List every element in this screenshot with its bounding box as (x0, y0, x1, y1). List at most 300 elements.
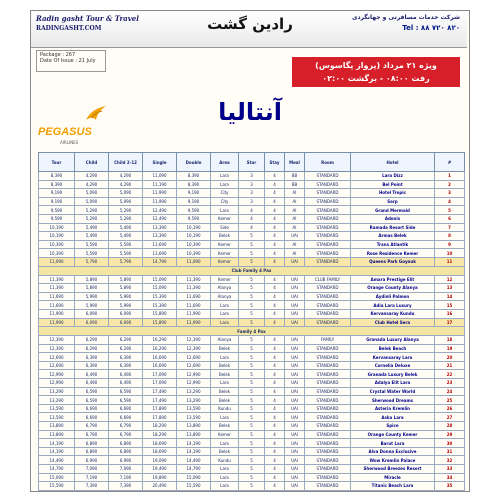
table-cell: 7,090 (109, 465, 143, 474)
table-cell: 14,190 (177, 447, 211, 456)
row-number-cell: 12 (435, 275, 465, 284)
table-cell: 5 (239, 447, 265, 456)
table-cell: 6,390 (75, 353, 109, 362)
table-cell: 6,290 (109, 336, 143, 345)
table-cell: 11,090 (39, 257, 75, 266)
table-cell: 16,290 (143, 336, 177, 345)
price-table (38, 152, 465, 491)
table-cell: STANDARD (305, 344, 351, 353)
company-brand-en (36, 14, 156, 44)
table-cell: 4 (265, 353, 285, 362)
table-row (39, 172, 465, 181)
table-cell: UAI (285, 292, 305, 301)
table-cell: UAI (285, 439, 305, 448)
table-row (39, 206, 465, 215)
table-cell: STANDARD (305, 456, 351, 465)
table-cell: 5 (239, 344, 265, 353)
table-cell: 6,890 (75, 447, 109, 456)
package-info (36, 50, 106, 72)
table-cell: UAI (285, 336, 305, 345)
table-cell: 4 (265, 172, 285, 181)
table-cell: STANDARD (305, 249, 351, 258)
table-cell: UAI (285, 396, 305, 405)
table-body (39, 172, 465, 491)
table-cell: 6,590 (109, 396, 143, 405)
table-cell: STANDARD (305, 404, 351, 413)
table-cell: 5,590 (75, 249, 109, 258)
table-cell: 12,990 (39, 370, 75, 379)
table-row (39, 379, 465, 388)
table-row (39, 456, 465, 465)
hotel-name-cell: Club Hotel Sera (351, 318, 435, 327)
offer-date: ویژه ۲۱ مرداد (پرواز پگاسوس) (315, 61, 437, 70)
table-cell: 6,290 (75, 344, 109, 353)
table-cell: 13,690 (143, 240, 177, 249)
table-cell: STANDARD (305, 353, 351, 362)
table-cell: 12,990 (39, 379, 75, 388)
table-cell: 4 (265, 284, 285, 293)
table-cell: 5 (239, 292, 265, 301)
row-number-cell: 26 (435, 404, 465, 413)
table-cell: Kundu (211, 456, 239, 465)
table-cell: AI (285, 189, 305, 198)
table-row (39, 353, 465, 362)
row-number-cell: 15 (435, 301, 465, 310)
table-cell: 15,890 (143, 318, 177, 327)
table-cell: 6,290 (75, 336, 109, 345)
table-cell: 5 (239, 257, 265, 266)
table-cell: 12,390 (39, 344, 75, 353)
table-cell: FAMILY (305, 336, 351, 345)
table-row (39, 473, 465, 482)
table-cell: 6,690 (109, 413, 143, 422)
table-row (39, 249, 465, 258)
column-header: Double (177, 153, 211, 172)
row-number-cell: 19 (435, 344, 465, 353)
row-number-cell: 27 (435, 413, 465, 422)
table-cell: 4 (265, 180, 285, 189)
table-cell: 10,390 (39, 240, 75, 249)
table-cell: 5,090 (109, 197, 143, 206)
table-cell: 4 (265, 456, 285, 465)
table-cell: 4 (265, 240, 285, 249)
table-cell: 6,990 (109, 456, 143, 465)
table-cell: 14,190 (177, 439, 211, 448)
table-cell: 14,490 (39, 456, 75, 465)
table-row (39, 180, 465, 189)
row-number-cell: 32 (435, 456, 465, 465)
column-header: Star (239, 153, 265, 172)
hotel-name-cell: Sherwood Dreams (351, 396, 435, 405)
table-cell: 5,890 (75, 284, 109, 293)
table-cell: UAI (285, 284, 305, 293)
table-cell: 6,490 (75, 370, 109, 379)
table-cell: 4 (265, 344, 285, 353)
table-cell: Lara (211, 473, 239, 482)
table-cell: 9,590 (39, 206, 75, 215)
hotel-name-cell: Granada Luxury Belek (351, 370, 435, 379)
table-row (39, 422, 465, 431)
table-cell: 5 (239, 379, 265, 388)
table-cell: 4 (265, 361, 285, 370)
table-cell: 11,990 (177, 309, 211, 318)
column-header: Tour (39, 153, 75, 172)
table-cell: 5,490 (109, 232, 143, 241)
table-cell: 5,990 (75, 301, 109, 310)
table-cell: 6,590 (75, 387, 109, 396)
table-cell: 5 (239, 422, 265, 431)
pegasus-bird-icon (84, 102, 108, 126)
table-cell: Kemer (211, 257, 239, 266)
table-cell: 11,690 (39, 292, 75, 301)
table-cell: AI (285, 206, 305, 215)
flight-times: رفت ۰۸:۰۰ - برگشت ۰۲:۰۰ (322, 74, 430, 83)
table-cell: 5 (239, 318, 265, 327)
hotel-name-cell: Hotel Tropic (351, 189, 435, 198)
table-cell: 5 (239, 430, 265, 439)
table-cell: UAI (285, 361, 305, 370)
table-cell: UAI (285, 309, 305, 318)
table-cell: 9,190 (177, 189, 211, 198)
hotel-name-cell: Lara Dizz (351, 172, 435, 181)
table-cell: Lara (211, 318, 239, 327)
table-cell: 13,890 (39, 422, 75, 431)
table-row (39, 223, 465, 232)
table-cell: 5,290 (109, 214, 143, 223)
table-cell: STANDARD (305, 197, 351, 206)
table-cell: UAI (285, 447, 305, 456)
table-cell: 13,590 (177, 404, 211, 413)
phone-number: Tel : ۸۸ ۷۲۰ ۸۲۰ (402, 24, 460, 32)
table-cell: UAI (285, 379, 305, 388)
table-row (39, 404, 465, 413)
table-cell: UAI (285, 422, 305, 431)
table-cell: 3 (239, 189, 265, 198)
table-row (39, 275, 465, 284)
hotel-name-cell: Miracle (351, 473, 435, 482)
company-url[interactable]: RADINGASHT.COM (36, 25, 102, 32)
table-cell: STANDARD (305, 482, 351, 491)
hotel-name-cell: Amara Prestige Elit (351, 275, 435, 284)
table-cell: 4 (265, 430, 285, 439)
table-cell: 15,890 (143, 309, 177, 318)
company-name-fa: رادین گشت (207, 15, 293, 33)
table-cell: STANDARD (305, 309, 351, 318)
table-cell: 6,090 (75, 309, 109, 318)
table-cell: 6,590 (109, 387, 143, 396)
table-cell: 13,290 (39, 396, 75, 405)
table-cell: UAI (285, 413, 305, 422)
table-row (39, 240, 465, 249)
table-cell: Belek (211, 396, 239, 405)
table-cell: Side (211, 223, 239, 232)
table-cell: 6,090 (75, 318, 109, 327)
table-cell: 15,090 (39, 473, 75, 482)
table-cell: 9,190 (39, 189, 75, 198)
table-cell: Lara (211, 309, 239, 318)
hotel-name-cell: Barut Lara (351, 439, 435, 448)
table-cell: 19,490 (143, 465, 177, 474)
table-cell: UAI (285, 473, 305, 482)
table-cell: 10,390 (177, 240, 211, 249)
table-cell: 4 (265, 404, 285, 413)
table-cell: 5 (239, 249, 265, 258)
hotel-name-cell: Orange County Alanya (351, 284, 435, 293)
table-cell: 14,490 (177, 456, 211, 465)
table-row (39, 197, 465, 206)
table-cell: 5 (239, 413, 265, 422)
table-cell: 4 (265, 301, 285, 310)
table-cell: 13,290 (39, 387, 75, 396)
table-cell: 5 (239, 456, 265, 465)
row-number-cell: 11 (435, 257, 465, 266)
table-cell: 4 (265, 482, 285, 491)
row-number-cell: 9 (435, 240, 465, 249)
table-cell: 11,690 (177, 301, 211, 310)
row-number-cell: 14 (435, 292, 465, 301)
table-cell: 6,590 (75, 396, 109, 405)
row-number-cell: 2 (435, 180, 465, 189)
row-number-cell: 4 (435, 197, 465, 206)
table-cell: Alanya (211, 284, 239, 293)
table-cell: 15,090 (143, 275, 177, 284)
table-row (39, 189, 465, 198)
hotel-name-cell: Granada Luxury Alanya (351, 336, 435, 345)
table-cell: 12,690 (177, 353, 211, 362)
table-cell: 7,190 (75, 473, 109, 482)
row-number-cell: 21 (435, 361, 465, 370)
table-cell: 10,390 (177, 249, 211, 258)
table-cell: 6,790 (75, 422, 109, 431)
table-cell: 4,290 (109, 180, 143, 189)
table-cell: STANDARD (305, 473, 351, 482)
table-cell: 4 (265, 396, 285, 405)
table-cell: STANDARD (305, 379, 351, 388)
table-cell: 6,690 (75, 404, 109, 413)
table-cell: 18,290 (143, 430, 177, 439)
table-cell: 17,890 (143, 413, 177, 422)
hotel-name-cell: Ramada Resort Side (351, 223, 435, 232)
table-cell: 18,690 (143, 439, 177, 448)
table-cell: 4 (239, 206, 265, 215)
table-cell: 4 (265, 387, 285, 396)
table-cell: 5 (239, 439, 265, 448)
table-cell: STANDARD (305, 172, 351, 181)
table-cell: 14,190 (39, 447, 75, 456)
hotel-name-cell: Sherwood Breezes Resort (351, 465, 435, 474)
table-row (39, 257, 465, 266)
table-cell: 5 (239, 361, 265, 370)
table-cell: 15,390 (143, 301, 177, 310)
table-cell: 17,490 (143, 387, 177, 396)
table-cell: UAI (285, 318, 305, 327)
hotel-name-cell: Crystal Water World (351, 387, 435, 396)
table-row (39, 447, 465, 456)
table-cell: UAI (285, 257, 305, 266)
table-cell: 5 (239, 336, 265, 345)
table-cell: 15,590 (39, 482, 75, 491)
table-cell: 5,290 (109, 206, 143, 215)
table-cell: 13,590 (177, 413, 211, 422)
table-cell: 5,090 (75, 197, 109, 206)
table-cell: UAI (285, 404, 305, 413)
table-cell: City (211, 197, 239, 206)
table-cell: 4,290 (109, 172, 143, 181)
table-cell: 13,290 (177, 396, 211, 405)
table-cell: 16,690 (143, 353, 177, 362)
table-cell: 14,790 (39, 465, 75, 474)
table-cell: AI (285, 240, 305, 249)
table-cell: 4 (265, 275, 285, 284)
table-cell: UAI (285, 370, 305, 379)
table-cell: 11,990 (39, 318, 75, 327)
table-cell: 4 (265, 336, 285, 345)
table-cell: 17,090 (143, 379, 177, 388)
table-cell: Belek (211, 422, 239, 431)
hotel-name-cell: Sarp (351, 197, 435, 206)
table-cell: 5,290 (75, 206, 109, 215)
table-cell: 11,090 (177, 257, 211, 266)
row-number-cell: 16 (435, 309, 465, 318)
table-cell: 5,090 (109, 189, 143, 198)
hotel-name-cell: Kervansaray Lara (351, 353, 435, 362)
column-header: Child (75, 153, 109, 172)
table-cell: Belek (211, 447, 239, 456)
table-cell: Kundu (211, 404, 239, 413)
table-cell: 6,890 (109, 439, 143, 448)
table-cell: 5,090 (75, 189, 109, 198)
hotel-name-cell: Queens Park Goynuk (351, 257, 435, 266)
hotel-name-cell: Bel Point (351, 180, 435, 189)
table-cell: STANDARD (305, 422, 351, 431)
package-number: Package : 267 (40, 52, 76, 58)
table-row (39, 370, 465, 379)
row-number-cell: 10 (435, 249, 465, 258)
table-cell: Kemer (211, 275, 239, 284)
table-cell: STANDARD (305, 240, 351, 249)
table-cell: STANDARD (305, 284, 351, 293)
table-cell: 8,390 (39, 172, 75, 181)
table-cell: 7,090 (75, 465, 109, 474)
table-cell: 12,490 (143, 214, 177, 223)
table-cell: Lara (211, 465, 239, 474)
table-row (39, 465, 465, 474)
table-row (39, 439, 465, 448)
table-cell: Alanya (211, 336, 239, 345)
row-number-cell: 35 (435, 482, 465, 491)
table-cell: 4 (265, 318, 285, 327)
table-cell: 8,390 (177, 180, 211, 189)
table-row (39, 318, 465, 327)
table-cell: 4 (265, 439, 285, 448)
table-cell: Kemer (211, 430, 239, 439)
table-cell: 4 (265, 379, 285, 388)
table-cell: 4 (265, 214, 285, 223)
table-cell: 5,490 (75, 232, 109, 241)
table-cell: 5,890 (109, 275, 143, 284)
row-number-cell: 22 (435, 370, 465, 379)
section-label: Family 4 Pax (39, 327, 465, 336)
hotel-name-cell: Titanic Beach Lara (351, 482, 435, 491)
table-cell: UAI (285, 387, 305, 396)
table-row (39, 309, 465, 318)
table-cell: 14,790 (143, 257, 177, 266)
table-cell: 11,390 (39, 275, 75, 284)
table-row (39, 292, 465, 301)
table-cell: UAI (285, 275, 305, 284)
section-label: Club Family 4 Pax (39, 266, 465, 275)
table-cell: 12,690 (39, 361, 75, 370)
table-cell: AI (285, 197, 305, 206)
table-cell: 4 (239, 214, 265, 223)
table-cell: Belek (211, 361, 239, 370)
offer-banner (292, 57, 460, 87)
row-number-cell: 20 (435, 353, 465, 362)
row-number-cell: 30 (435, 439, 465, 448)
table-cell: Kemer (211, 214, 239, 223)
table-cell: 8,390 (39, 180, 75, 189)
table-cell: 11,390 (177, 275, 211, 284)
table-cell: Lara (211, 439, 239, 448)
table-cell: 6,490 (109, 379, 143, 388)
table-cell: 8,390 (177, 172, 211, 181)
hotel-name-cell: Cornelia Deluxe (351, 361, 435, 370)
page-title: آنتالیا (218, 98, 282, 126)
table-cell: 11,390 (39, 284, 75, 293)
table-cell: 4 (265, 370, 285, 379)
table-cell: City (211, 189, 239, 198)
table-cell: 5 (239, 387, 265, 396)
table-cell: 17,090 (143, 370, 177, 379)
table-cell: 6,490 (75, 379, 109, 388)
table-cell: 3 (239, 172, 265, 181)
table-cell: 11,390 (177, 284, 211, 293)
table-cell: 4 (265, 309, 285, 318)
table-cell: 11,990 (39, 309, 75, 318)
table-cell: 9,590 (177, 214, 211, 223)
table-cell: 7,390 (109, 482, 143, 491)
table-cell: 5,790 (75, 257, 109, 266)
table-cell: 9,190 (39, 197, 75, 206)
table-cell: Lara (211, 379, 239, 388)
table-row (39, 214, 465, 223)
table-cell: Belek (211, 232, 239, 241)
table-cell: 15,590 (177, 482, 211, 491)
table-cell: 5,890 (109, 284, 143, 293)
table-cell: 9,190 (177, 197, 211, 206)
table-cell: 11,990 (143, 189, 177, 198)
table-cell: 12,990 (177, 379, 211, 388)
table-cell: STANDARD (305, 301, 351, 310)
table-cell: 5,890 (75, 275, 109, 284)
table-cell: 6,490 (109, 370, 143, 379)
table-cell: 5 (239, 240, 265, 249)
table-cell: 13,590 (39, 413, 75, 422)
row-number-cell: 17 (435, 318, 465, 327)
table-cell: 13,890 (177, 430, 211, 439)
table-cell: 5,990 (75, 292, 109, 301)
hotel-name-cell: Spice (351, 422, 435, 431)
table-cell: 5 (239, 284, 265, 293)
hotel-name-cell: Asteria Kremlin (351, 404, 435, 413)
row-number-cell: 29 (435, 430, 465, 439)
table-cell: 4 (265, 422, 285, 431)
table-cell: 6,690 (75, 413, 109, 422)
row-number-cell: 6 (435, 214, 465, 223)
table-cell: 10,190 (177, 223, 211, 232)
column-header: Room (305, 153, 351, 172)
table-section-row (39, 266, 465, 275)
